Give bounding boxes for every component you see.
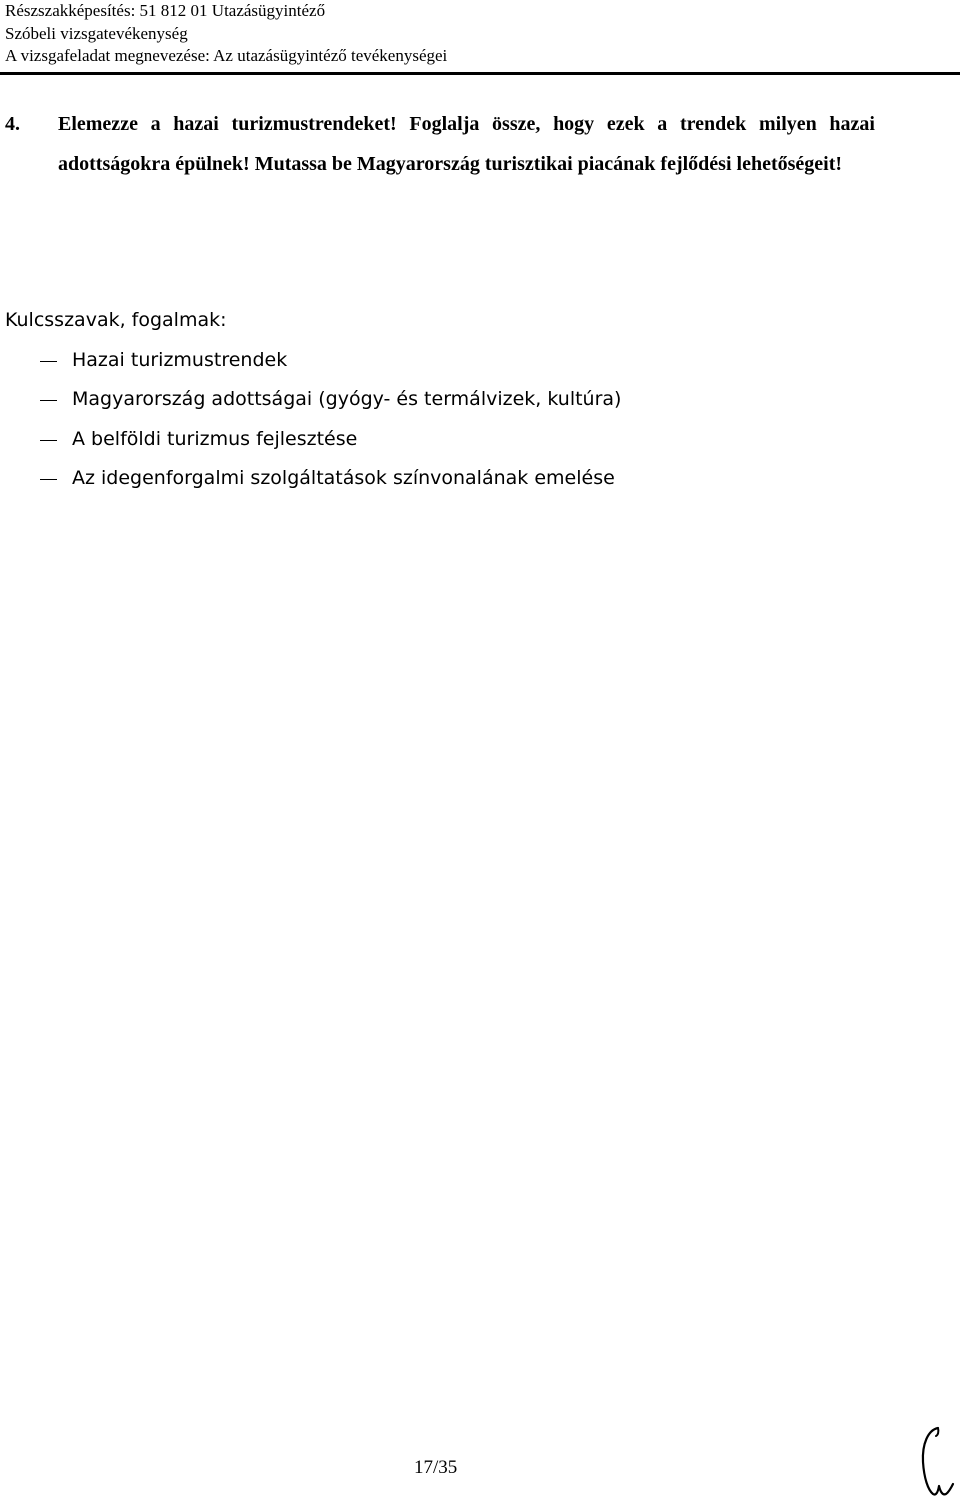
dash-bullet-icon bbox=[40, 361, 57, 362]
header-task-name: A vizsgafeladat megnevezése: Az utazásügyintéző tevékenységei bbox=[5, 46, 448, 65]
keywords-section bbox=[5, 301, 905, 499]
keyword-item bbox=[5, 459, 905, 499]
dash-bullet-icon bbox=[40, 479, 57, 480]
question-text: Elemezze a hazai turizmustrendeket! Foglalja össze, hogy ezek a trendek milyen hazai adottságokra épülnek! Mutassa be Magyarország turisztikai piacának fejlődési lehetőségeit! bbox=[58, 113, 875, 175]
page-header bbox=[5, 0, 945, 68]
page-number: 17/35 bbox=[414, 1457, 458, 1478]
dash-bullet-icon bbox=[40, 440, 57, 441]
keyword-list bbox=[5, 341, 905, 499]
keyword-text: A belföldi turizmus fejlesztése bbox=[72, 427, 358, 450]
keywords-title: Kulcsszavak, fogalmak: bbox=[5, 309, 227, 331]
keyword-item bbox=[5, 380, 905, 420]
keyword-item bbox=[5, 341, 905, 381]
handwritten-initial-icon bbox=[918, 1422, 958, 1502]
dash-bullet-icon bbox=[40, 400, 57, 401]
keyword-item bbox=[5, 420, 905, 460]
keyword-text: Az idegenforgalmi szolgáltatások színvonalának emelése bbox=[72, 467, 615, 489]
keyword-text: Hazai turizmustrendek bbox=[72, 348, 288, 371]
header-divider bbox=[0, 72, 960, 75]
header-qualification: Részszakképesítés: 51 812 01 Utazásügyintéző bbox=[5, 1, 326, 20]
header-activity: Szóbeli vizsgatevékenység bbox=[5, 23, 188, 43]
question-block bbox=[5, 104, 875, 184]
question-number: 4. bbox=[5, 113, 20, 135]
keyword-text: Magyarország adottságai (gyógy- és termálvizek, kultúra) bbox=[72, 388, 622, 410]
